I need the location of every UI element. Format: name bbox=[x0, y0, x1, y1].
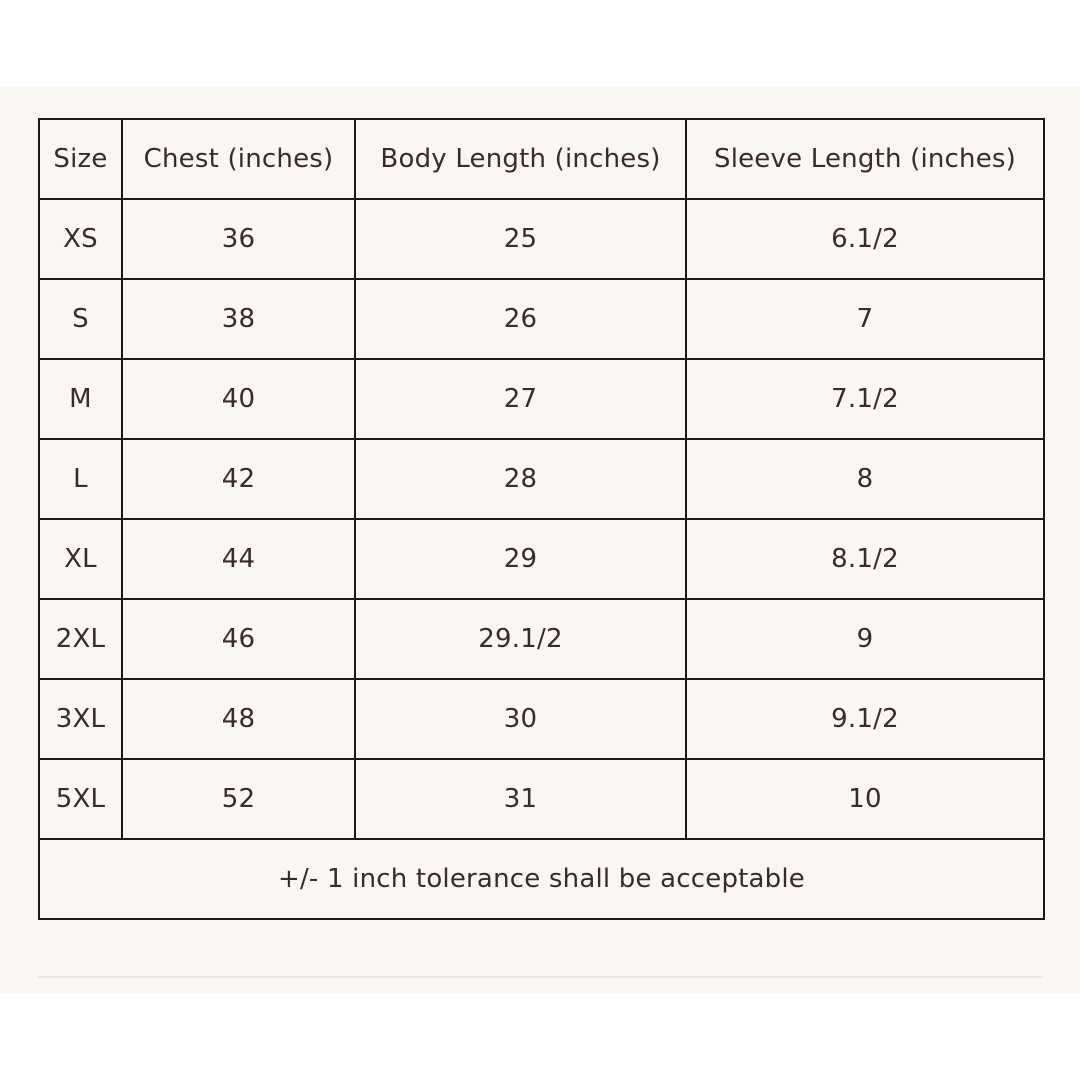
size-cell: 5XL bbox=[39, 759, 122, 839]
chest-cell: 44 bbox=[122, 519, 355, 599]
size-chart-panel bbox=[0, 87, 1080, 993]
size-cell: 2XL bbox=[39, 599, 122, 679]
body-length-cell: 31 bbox=[355, 759, 686, 839]
size-cell: XS bbox=[39, 199, 122, 279]
chest-cell: 48 bbox=[122, 679, 355, 759]
header-size: Size bbox=[39, 119, 122, 199]
table-row bbox=[39, 439, 1044, 519]
section-divider bbox=[38, 976, 1043, 978]
tolerance-note: +/- 1 inch tolerance shall be acceptable bbox=[39, 839, 1044, 919]
size-cell: XL bbox=[39, 519, 122, 599]
sleeve-length-cell: 7 bbox=[686, 279, 1044, 359]
chest-cell: 52 bbox=[122, 759, 355, 839]
sleeve-length-cell: 9 bbox=[686, 599, 1044, 679]
chest-cell: 46 bbox=[122, 599, 355, 679]
body-length-cell: 25 bbox=[355, 199, 686, 279]
table-row bbox=[39, 599, 1044, 679]
chest-cell: 36 bbox=[122, 199, 355, 279]
body-length-cell: 28 bbox=[355, 439, 686, 519]
table-row bbox=[39, 279, 1044, 359]
header-row bbox=[39, 119, 1044, 199]
size-cell: S bbox=[39, 279, 122, 359]
size-chart-table bbox=[38, 118, 1045, 920]
header-sleeve-length: Sleeve Length (inches) bbox=[686, 119, 1044, 199]
body-length-cell: 27 bbox=[355, 359, 686, 439]
header-chest: Chest (inches) bbox=[122, 119, 355, 199]
size-cell: 3XL bbox=[39, 679, 122, 759]
sleeve-length-cell: 6.1/2 bbox=[686, 199, 1044, 279]
header-body-length: Body Length (inches) bbox=[355, 119, 686, 199]
sleeve-length-cell: 7.1/2 bbox=[686, 359, 1044, 439]
sleeve-length-cell: 10 bbox=[686, 759, 1044, 839]
tolerance-note-row bbox=[39, 839, 1044, 919]
body-length-cell: 29.1/2 bbox=[355, 599, 686, 679]
body-length-cell: 29 bbox=[355, 519, 686, 599]
size-cell: L bbox=[39, 439, 122, 519]
sleeve-length-cell: 8 bbox=[686, 439, 1044, 519]
sleeve-length-cell: 9.1/2 bbox=[686, 679, 1044, 759]
table-row bbox=[39, 759, 1044, 839]
table-row bbox=[39, 679, 1044, 759]
size-cell: M bbox=[39, 359, 122, 439]
body-length-cell: 26 bbox=[355, 279, 686, 359]
chest-cell: 40 bbox=[122, 359, 355, 439]
chest-cell: 42 bbox=[122, 439, 355, 519]
table-row bbox=[39, 519, 1044, 599]
sleeve-length-cell: 8.1/2 bbox=[686, 519, 1044, 599]
body-length-cell: 30 bbox=[355, 679, 686, 759]
chest-cell: 38 bbox=[122, 279, 355, 359]
table-row bbox=[39, 199, 1044, 279]
table-row bbox=[39, 359, 1044, 439]
